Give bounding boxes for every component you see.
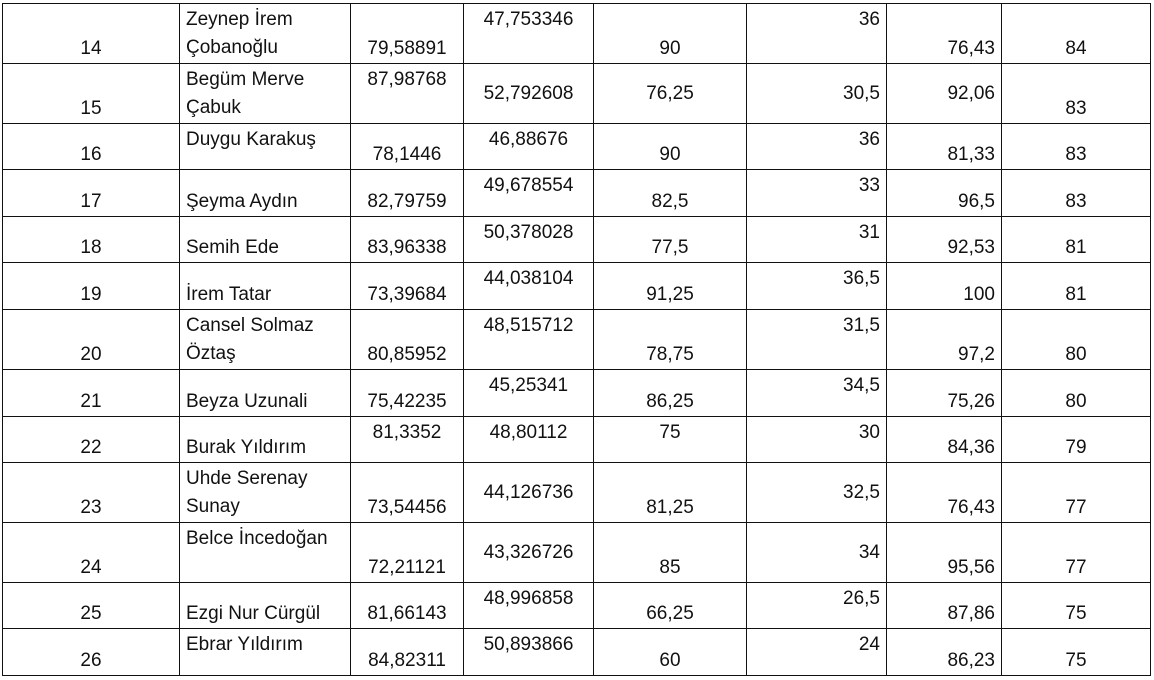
- score-1-cell: 81,3352: [351, 417, 464, 463]
- score-1-cell: 73,54456: [351, 463, 464, 523]
- score-6-cell: 84: [1002, 4, 1151, 64]
- table-row: [3, 417, 1151, 463]
- score-1-cell: 72,21121: [351, 523, 464, 583]
- score-1-cell: 82,79759: [351, 170, 464, 217]
- score-4-cell: 36,5: [747, 263, 887, 310]
- score-5-cell: 100: [887, 263, 1002, 310]
- score-6-cell: 75: [1002, 583, 1151, 629]
- student-name-cell: Şeyma Aydın: [180, 170, 351, 217]
- student-name-cell: Semih Ede: [180, 217, 351, 263]
- score-1-cell: 79,58891: [351, 4, 464, 64]
- score-2-cell: 44,038104: [464, 263, 594, 310]
- score-5-cell: 92,53: [887, 217, 1002, 263]
- row-number-cell: 16: [3, 124, 180, 170]
- score-5-cell: 86,23: [887, 629, 1002, 676]
- score-1-cell: 81,66143: [351, 583, 464, 629]
- score-6-cell: 80: [1002, 370, 1151, 417]
- row-number-cell: 25: [3, 583, 180, 629]
- score-2-cell: 48,80112: [464, 417, 594, 463]
- score-4-cell: 33: [747, 170, 887, 217]
- score-4-cell: 36: [747, 4, 887, 64]
- row-number-cell: 22: [3, 417, 180, 463]
- score-6-cell: 81: [1002, 263, 1151, 310]
- table-row: [3, 263, 1151, 310]
- score-4-cell: 31,5: [747, 310, 887, 370]
- row-number-cell: 17: [3, 170, 180, 217]
- score-2-cell: 43,326726: [464, 523, 594, 583]
- score-3-cell: 85: [594, 523, 747, 583]
- score-4-cell: 31: [747, 217, 887, 263]
- score-4-cell: 30: [747, 417, 887, 463]
- score-1-cell: 87,98768: [351, 64, 464, 124]
- score-2-cell: 48,515712: [464, 310, 594, 370]
- table-row: [3, 170, 1151, 217]
- score-2-cell: 49,678554: [464, 170, 594, 217]
- student-name-cell: Ebrar Yıldırım: [180, 629, 351, 676]
- score-6-cell: 75: [1002, 629, 1151, 676]
- score-3-cell: 82,5: [594, 170, 747, 217]
- score-2-cell: 50,378028: [464, 217, 594, 263]
- score-1-cell: 75,42235: [351, 370, 464, 417]
- student-name-cell: Zeynep İrem Çobanoğlu: [180, 4, 351, 64]
- row-number-cell: 23: [3, 463, 180, 523]
- score-3-cell: 90: [594, 4, 747, 64]
- score-6-cell: 81: [1002, 217, 1151, 263]
- student-name-cell: Duygu Karakuş: [180, 124, 351, 170]
- score-2-cell: 44,126736: [464, 463, 594, 523]
- score-5-cell: 97,2: [887, 310, 1002, 370]
- score-5-cell: 81,33: [887, 124, 1002, 170]
- score-2-cell: 46,88676: [464, 124, 594, 170]
- score-5-cell: 92,06: [887, 64, 1002, 124]
- score-5-cell: 76,43: [887, 463, 1002, 523]
- score-5-cell: 87,86: [887, 583, 1002, 629]
- table-row: [3, 124, 1151, 170]
- score-3-cell: 60: [594, 629, 747, 676]
- score-3-cell: 91,25: [594, 263, 747, 310]
- score-6-cell: 77: [1002, 523, 1151, 583]
- score-4-cell: 34: [747, 523, 887, 583]
- table-row: [3, 583, 1151, 629]
- student-name-cell: Begüm Merve Çabuk: [180, 64, 351, 124]
- student-name-cell: Burak Yıldırım: [180, 417, 351, 463]
- row-number-cell: 21: [3, 370, 180, 417]
- score-6-cell: 83: [1002, 64, 1151, 124]
- score-2-cell: 50,893866: [464, 629, 594, 676]
- score-4-cell: 36: [747, 124, 887, 170]
- table-row: [3, 310, 1151, 370]
- score-3-cell: 66,25: [594, 583, 747, 629]
- student-name-cell: Ezgi Nur Cürgül: [180, 583, 351, 629]
- table-row: [3, 629, 1151, 676]
- score-3-cell: 86,25: [594, 370, 747, 417]
- score-1-cell: 80,85952: [351, 310, 464, 370]
- score-1-cell: 83,96338: [351, 217, 464, 263]
- score-4-cell: 26,5: [747, 583, 887, 629]
- row-number-cell: 15: [3, 64, 180, 124]
- score-4-cell: 30,5: [747, 64, 887, 124]
- row-number-cell: 24: [3, 523, 180, 583]
- student-name-cell: İrem Tatar: [180, 263, 351, 310]
- score-3-cell: 75: [594, 417, 747, 463]
- score-6-cell: 80: [1002, 310, 1151, 370]
- score-2-cell: 48,996858: [464, 583, 594, 629]
- score-5-cell: 95,56: [887, 523, 1002, 583]
- table-row: [3, 463, 1151, 523]
- score-4-cell: 34,5: [747, 370, 887, 417]
- score-5-cell: 96,5: [887, 170, 1002, 217]
- score-1-cell: 73,39684: [351, 263, 464, 310]
- score-6-cell: 77: [1002, 463, 1151, 523]
- score-3-cell: 90: [594, 124, 747, 170]
- score-4-cell: 32,5: [747, 463, 887, 523]
- table-row: [3, 217, 1151, 263]
- score-3-cell: 76,25: [594, 64, 747, 124]
- score-5-cell: 84,36: [887, 417, 1002, 463]
- score-1-cell: 78,1446: [351, 124, 464, 170]
- table-row: [3, 370, 1151, 417]
- student-name-cell: Cansel Solmaz Öztaş: [180, 310, 351, 370]
- score-2-cell: 52,792608: [464, 64, 594, 124]
- table-row: [3, 64, 1151, 124]
- score-6-cell: 83: [1002, 170, 1151, 217]
- row-number-cell: 19: [3, 263, 180, 310]
- score-3-cell: 78,75: [594, 310, 747, 370]
- row-number-cell: 14: [3, 4, 180, 64]
- student-name-cell: Beyza Uzunali: [180, 370, 351, 417]
- score-6-cell: 79: [1002, 417, 1151, 463]
- table-row: [3, 4, 1151, 64]
- score-2-cell: 47,753346: [464, 4, 594, 64]
- row-number-cell: 26: [3, 629, 180, 676]
- score-1-cell: 84,82311: [351, 629, 464, 676]
- score-5-cell: 76,43: [887, 4, 1002, 64]
- student-name-cell: Belce İncedoğan: [180, 523, 351, 583]
- score-4-cell: 24: [747, 629, 887, 676]
- row-number-cell: 18: [3, 217, 180, 263]
- score-6-cell: 83: [1002, 124, 1151, 170]
- score-3-cell: 77,5: [594, 217, 747, 263]
- results-table: [2, 3, 1151, 676]
- row-number-cell: 20: [3, 310, 180, 370]
- score-5-cell: 75,26: [887, 370, 1002, 417]
- score-3-cell: 81,25: [594, 463, 747, 523]
- student-name-cell: Uhde Serenay Sunay: [180, 463, 351, 523]
- score-2-cell: 45,25341: [464, 370, 594, 417]
- table-row: [3, 523, 1151, 583]
